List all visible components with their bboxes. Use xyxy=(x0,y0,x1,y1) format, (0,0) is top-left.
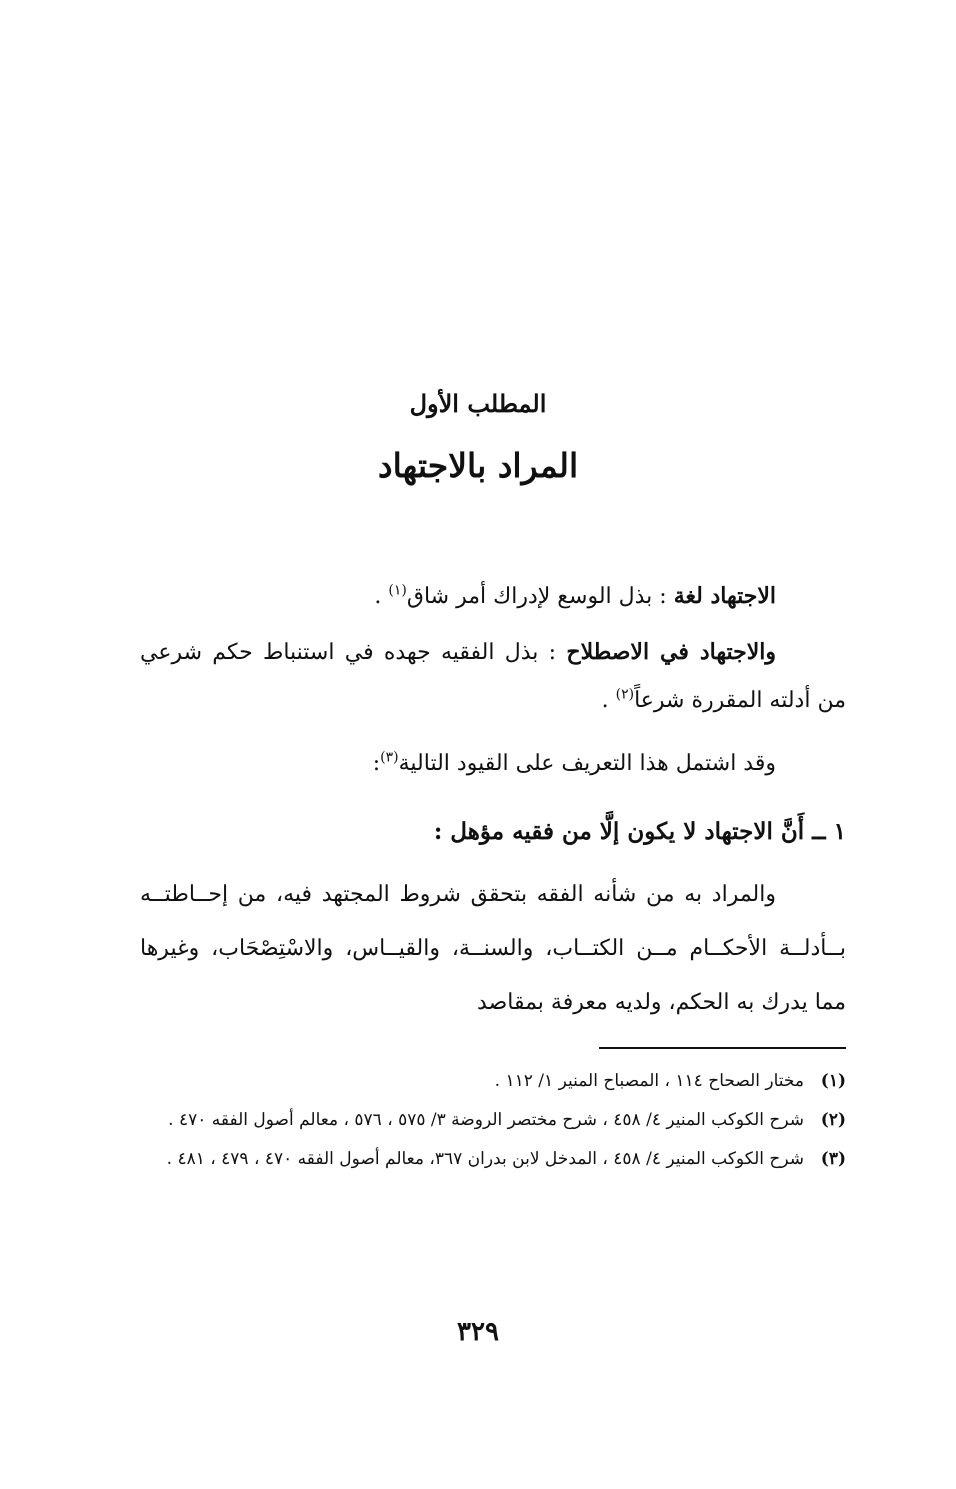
paragraph-constraints-intro xyxy=(140,740,846,788)
footnote-number: (١) xyxy=(820,1071,846,1091)
definition-text: : بذل الفقيه جهده في استنباط حكم شرعي من أدلته المقررة شرعاً xyxy=(140,640,846,713)
footnotes xyxy=(140,1065,846,1182)
sentence-end: : xyxy=(372,751,381,776)
footnote-ref-3: (٣) xyxy=(380,749,399,766)
sentence-end: . xyxy=(374,584,389,609)
footnote-item xyxy=(140,1065,846,1098)
footnote-ref-1: (١) xyxy=(388,582,407,599)
term-technical: والاجتهاد في الاصطلاح xyxy=(566,639,776,665)
footnote-text: مختار الصحاح ١١٤ ، المصباح المنير ١/ ١١٢ . xyxy=(494,1071,804,1091)
paragraph-constraint-explanation xyxy=(140,868,846,1030)
explanation-text: والمراد به من شأنه الفقه بتحقق شروط المجتهد فيه، من إحــاطتــه بــأدلــة الأحكــام مــن الكتــاب، والسنــة، والقيــاس، والاسْتِصْحَاب، وغيرها مما يدرك به الحكم، ولديه معرفة بمقاصد xyxy=(140,882,846,1015)
paragraph-linguistic-definition xyxy=(140,572,846,621)
sentence-end: . xyxy=(601,688,616,713)
footnote-text: شرح الكوكب المنير ٤/ ٤٥٨ ، المدخل لابن بدران ٣٦٧، معالم أصول الفقه ٤٧٠ ، ٤٧٩ ، ٤٨١ . xyxy=(166,1149,804,1169)
paragraph-technical-definition xyxy=(140,628,846,725)
page-number: ٣٢٩ xyxy=(457,1317,499,1347)
footnote-number: (٢) xyxy=(820,1110,846,1130)
footnote-ref-2: (٢) xyxy=(615,686,635,703)
footnote-item xyxy=(140,1104,846,1137)
intro-text: وقد اشتمل هذا التعريف على القيود التالية xyxy=(398,751,776,776)
indent xyxy=(776,640,846,665)
page-title: المراد بالاجتهاد xyxy=(377,446,579,485)
footnote-separator xyxy=(599,1047,846,1049)
footnote-item xyxy=(140,1143,846,1176)
term-linguistic: الاجتهاد لغة xyxy=(673,583,776,609)
constraint-heading-1: ١ ــ أَنَّ الاجتهاد لا يكون إلَّا من فقيه مؤهل : xyxy=(433,818,846,845)
definition-text: : بذل الوسع لإدراك أمر شاق xyxy=(406,584,667,609)
footnote-number: (٣) xyxy=(820,1149,846,1169)
section-label: المطلب الأول xyxy=(409,389,547,418)
footnote-text: شرح الكوكب المنير ٤/ ٤٥٨ ، شرح مختصر الروضة ٣/ ٥٧٥ ، ٥٧٦ ، معالم أصول الفقه ٤٧٠ . xyxy=(168,1110,804,1130)
